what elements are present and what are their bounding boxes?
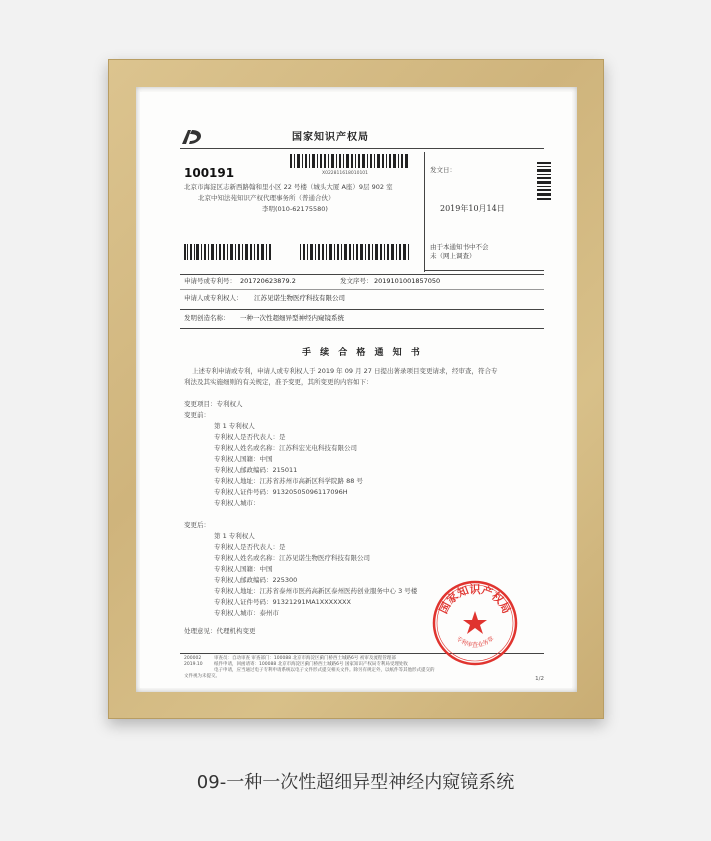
footer-year: 2019.10 [184,662,203,667]
before-line-8: 专利权人城市： [214,499,260,507]
after-line-8: 专利权人城市：泰州市 [214,609,279,617]
applicant-label: 申请人或专利权人： [184,294,243,302]
after-line-5: 专利权人邮政编码：225300 [214,576,298,584]
cnipa-logo-icon [180,128,202,146]
before-label: 变更前： [184,411,210,419]
issue-date-label: 发文日： [430,166,456,174]
issue-date: 2019年10月14日 [440,204,505,213]
footer-line-2: 纸件申请，回函请寄：100088 北京市海淀区蓟门桥西土城路6号 国家知识产权局专利局受理处收 [214,662,408,667]
side-note-line-2: 未（网上调查） [430,252,476,260]
barcode-number: X022811618010101 [322,171,369,176]
page-number: 1/2 [535,676,544,682]
applicant: 江苏见诺生物医疗科技有限公司 [254,294,345,302]
intro-line-1: 上述专利申请或专利，申请人或专利权人于 2019 年 09 月 27 日提出著录项目变更请求，经审查，符合专 [192,367,498,375]
side-barcode [537,162,551,200]
before-line-1: 第 1 专利权人 [214,422,255,430]
svg-text:专利审查业务章: 专利审查业务章 [454,635,496,649]
info-rule-3 [180,309,544,310]
after-label: 变更后： [184,521,210,529]
after-line-1: 第 1 专利权人 [214,532,255,540]
before-line-7: 专利权人证件号码：91320505096117096H [214,488,348,496]
address-line-3: 李明(010-62175580) [262,205,328,213]
change-item-label: 变更项目：专利权人 [184,400,243,408]
handling-label: 处理意见：代理机构变更 [184,627,256,635]
send-serial: 2019101001857050 [374,277,441,285]
barcode-left [184,244,272,260]
address-line-1: 北京市海淀区志新西路翰和里小区 22 号楼（城头大厦 A座）9层 902 室 [184,183,393,191]
header-divider [424,152,425,272]
header-rule [180,148,544,149]
info-rule-4 [180,328,544,329]
barcode-right [300,244,410,260]
info-rule-2 [180,289,544,290]
footer-code: 200002 [184,656,202,661]
info-rule-1 [180,274,544,275]
before-line-3: 专利权人姓名或名称：江苏科宏光电科技有限公司 [214,444,357,452]
footer-line-4: 文件视为未提交。 [184,674,220,679]
postcode: 100191 [184,166,235,180]
before-line-4: 专利权人国籍：中国 [214,455,273,463]
invention: 一种一次性超细异型神经内窥镜系统 [240,314,344,322]
intro-line-2: 利法及其实施细则的有关规定，准予变更，其所变更的内容如下： [184,378,373,386]
before-line-5: 专利权人邮政编码：215011 [214,466,298,474]
application-no: 201720623879.2 [240,277,296,285]
footer-line-1: 审查员：自动审查 审查部门：100088 北京市海淀区蓟门桥西土城路6号 初审及流程管理部 [214,656,396,661]
barcode-top [290,154,410,172]
before-line-6: 专利权人地址：江苏省苏州市高新区科学院路 88 号 [214,477,363,485]
after-line-2: 专利权人是否代表人：是 [214,543,286,551]
after-line-6: 专利权人地址：江苏省泰州市医药高新区泰州医药创业服务中心 3 号楼 [214,587,418,595]
caption: 09-一种一次性超细异型神经内窥镜系统 [196,772,515,793]
invention-label: 发明创造名称： [184,314,230,322]
date-box-rule [424,270,544,271]
office-title: 国家知识产权局 [292,132,369,143]
official-seal-icon [431,579,519,667]
after-line-7: 专利权人证件号码：91321291MA1XXXXXXX [214,598,351,606]
before-line-2: 专利权人是否代表人：是 [214,433,286,441]
svg-text:国家知识产权局: 国家知识产权局 [436,583,514,616]
side-note-line-1: 由于本通知书中不会 [430,243,489,251]
send-serial-label: 发文序号： [340,277,373,285]
after-line-4: 专利权人国籍：中国 [214,565,273,573]
footer-line-3: 电子申请，应当通过电子专利申请系统以电子文件形式提交相关文件。除另有规定外，以纸件等其他形式提交的 [214,668,435,673]
after-line-3: 专利权人姓名或名称：江苏见诺生物医疗科技有限公司 [214,554,370,562]
notice-title: 手 续 合 格 通 知 书 [302,348,423,358]
address-line-2: 北京中知法苑知识产权代理事务所（普通合伙） [198,194,335,202]
application-no-label: 申请号或专利号： [184,277,236,285]
